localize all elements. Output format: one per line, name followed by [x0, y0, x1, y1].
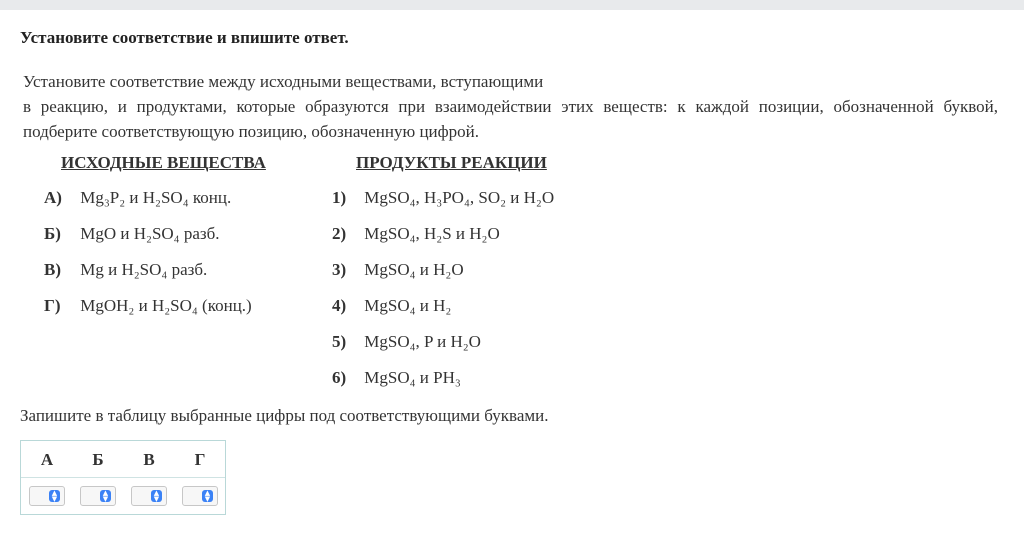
- reactant-text: Mg₃P₂ и H₂SO₄ конц.: [80, 188, 232, 207]
- description-line-1: Установите соответствие между исходными веществами, вступающими: [23, 72, 544, 91]
- reactant-text: MgOH₂ и H₂SO₄ (конц.): [80, 296, 252, 315]
- product-label: 6): [332, 368, 347, 387]
- reactant-text: Mg и H₂SO₄ разб.: [80, 260, 208, 279]
- task-description: [23, 69, 998, 144]
- answer-header-a: А: [40, 450, 54, 469]
- product-text: MgSO₄, P и H₂O: [364, 332, 481, 351]
- products-header: ПРОДУКТЫ РЕАКЦИИ: [356, 153, 547, 172]
- answer-select-b[interactable]: [80, 486, 116, 506]
- task-title: Установите соответствие и впишите ответ.: [20, 28, 349, 47]
- reactant-row-g: [44, 296, 252, 316]
- select-arrows-icon: ▲ ▼: [202, 490, 213, 502]
- product-row-5: [332, 332, 481, 352]
- product-row-1: [332, 188, 554, 208]
- table-divider: [21, 477, 225, 478]
- product-text: MgSO₄, H₂S и H₂O: [364, 224, 500, 243]
- reactant-text: MgO и H₂SO₄ разб.: [80, 224, 220, 243]
- answer-header-v: В: [143, 450, 155, 469]
- product-label: 4): [332, 296, 347, 315]
- product-text: MgSO₄ и PH₃: [364, 368, 461, 387]
- answer-select-g[interactable]: [182, 486, 218, 506]
- product-text: MgSO₄ и H₂: [364, 296, 452, 315]
- select-arrows-icon: ▲ ▼: [151, 490, 162, 502]
- top-bar: [0, 0, 1024, 10]
- answer-select-a[interactable]: [29, 486, 65, 506]
- answer-select-v[interactable]: [131, 486, 167, 506]
- product-row-4: [332, 296, 451, 316]
- reactant-label: В): [44, 260, 61, 279]
- product-label: 1): [332, 188, 347, 207]
- product-text: MgSO₄, H₃PO₄, SO₂ и H₂O: [364, 188, 555, 207]
- select-arrows-icon: ▲ ▼: [100, 490, 111, 502]
- product-row-3: [332, 260, 464, 280]
- answer-table: [20, 440, 226, 515]
- product-row-2: [332, 224, 500, 244]
- product-label: 5): [332, 332, 347, 351]
- product-text: MgSO₄ и H₂O: [364, 260, 464, 279]
- reactant-row-v: [44, 260, 207, 280]
- product-label: 3): [332, 260, 347, 279]
- select-arrows-icon: ▲ ▼: [49, 490, 60, 502]
- reactant-label: А): [44, 188, 62, 207]
- reactant-row-a: [44, 188, 231, 208]
- product-label: 2): [332, 224, 347, 243]
- reactants-header: ИСХОДНЫЕ ВЕЩЕСТВА: [61, 153, 266, 172]
- product-row-6: [332, 368, 461, 388]
- description-line-2: в реакцию, и продуктами, которые образуются при взаимодействии этих веществ: к каждой позиции, обозначенной буквой,: [23, 97, 998, 116]
- answer-instruction: Запишите в таблицу выбранные цифры под соответствующими буквами.: [20, 406, 549, 425]
- reactant-label: Г): [44, 296, 61, 315]
- description-line-3: подберите соответствующую позицию, обозначенную цифрой.: [23, 122, 480, 141]
- answer-header-g: Г: [194, 450, 206, 469]
- answer-header-b: Б: [92, 450, 104, 469]
- reactant-label: Б): [44, 224, 61, 243]
- reactant-row-b: [44, 224, 220, 244]
